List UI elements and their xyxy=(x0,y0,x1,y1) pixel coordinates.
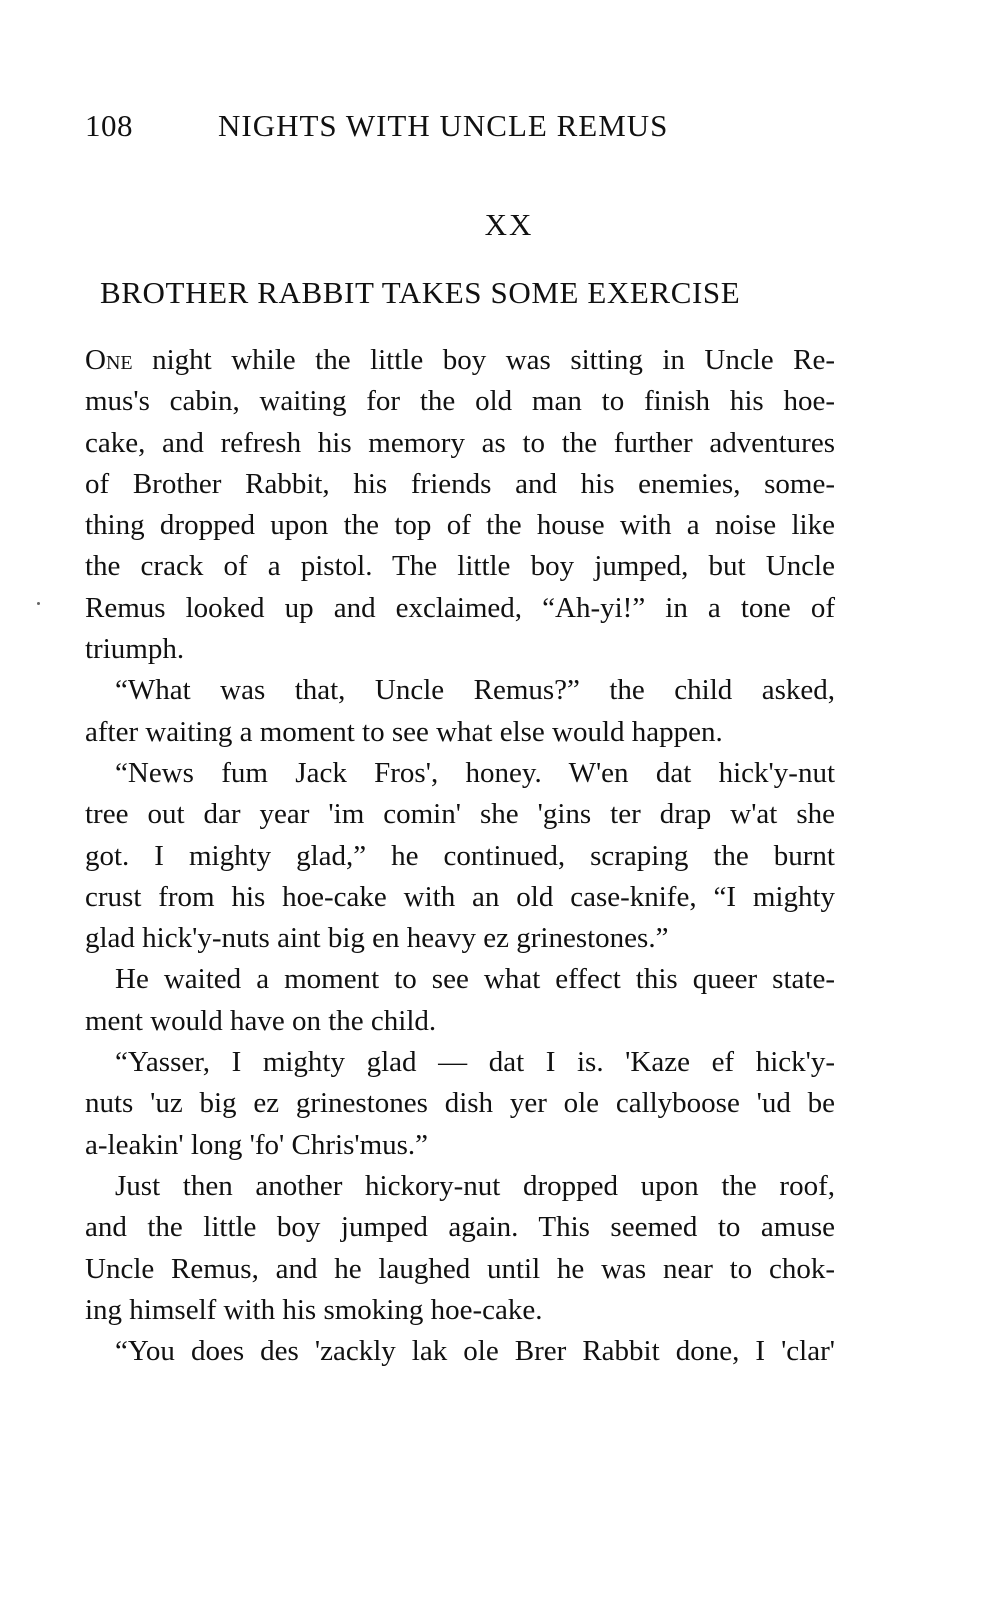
book-title: NIGHTS WITH UNCLE REMUS xyxy=(218,108,669,143)
page-number: 108 xyxy=(85,108,133,143)
text-line: triumph. xyxy=(85,633,185,666)
text-line: cake, and refresh his memory as to the further adventures xyxy=(85,426,835,459)
text-line: a-leakin' long 'fo' Chris'mus.” xyxy=(85,1128,429,1161)
chapter-number: XX xyxy=(484,207,534,242)
text-line: mus's cabin, waiting for the old man to finish his hoe- xyxy=(85,385,835,418)
chapter-title: BROTHER RABBIT TAKES SOME EXERCISE xyxy=(100,275,741,310)
text-line: “You does des 'zackly lak ole Brer Rabbit done, I 'clar' xyxy=(115,1335,835,1368)
text-line: of Brother Rabbit, his friends and his enemies, some- xyxy=(85,467,835,500)
text-line: One night while the little boy was sitting in Uncle Re- xyxy=(85,344,835,376)
text-line: and the little boy jumped again. This seemed to amuse xyxy=(85,1211,835,1244)
text-line: tree out dar year 'im comin' she 'gins ter drap w'at she xyxy=(85,798,835,831)
text-line: nuts 'uz big ez grinestones dish yer ole callyboose 'ud be xyxy=(85,1087,835,1120)
running-head xyxy=(85,108,845,148)
drop-word: One xyxy=(85,344,133,376)
text-line: the crack of a pistol. The little boy jumped, but Uncle xyxy=(85,550,835,583)
text-line: crust from his hoe-cake with an old case-knife, “I mighty xyxy=(85,880,835,913)
margin-speck xyxy=(37,602,40,605)
text-line: Remus looked up and exclaimed, “Ah-yi!” in a tone of xyxy=(85,591,835,624)
text-line: ing himself with his smoking hoe-cake. xyxy=(85,1293,543,1326)
body-text xyxy=(85,340,835,1372)
text-line: thing dropped upon the top of the house with a noise like xyxy=(85,509,835,542)
text-line: Uncle Remus, and he laughed until he was near to chok- xyxy=(85,1252,835,1285)
text-line: Just then another hickory-nut dropped upon the roof, xyxy=(115,1169,835,1202)
text-line: got. I mighty glad,” he continued, scraping the burnt xyxy=(85,839,835,872)
text-line: glad hick'y-nuts aint big en heavy ez grinestones.” xyxy=(85,922,669,955)
text-line: after waiting a moment to see what else would happen. xyxy=(85,715,723,748)
text-line: ment would have on the child. xyxy=(85,1004,437,1037)
text-line: “News fum Jack Fros', honey. W'en dat hick'y-nut xyxy=(115,756,835,789)
text-line: “Yasser, I mighty glad — dat I is. 'Kaze ef hick'y- xyxy=(115,1046,835,1079)
text-line: “What was that, Uncle Remus?” the child asked, xyxy=(115,674,835,707)
text-line: He waited a moment to see what effect this queer state- xyxy=(115,963,835,996)
